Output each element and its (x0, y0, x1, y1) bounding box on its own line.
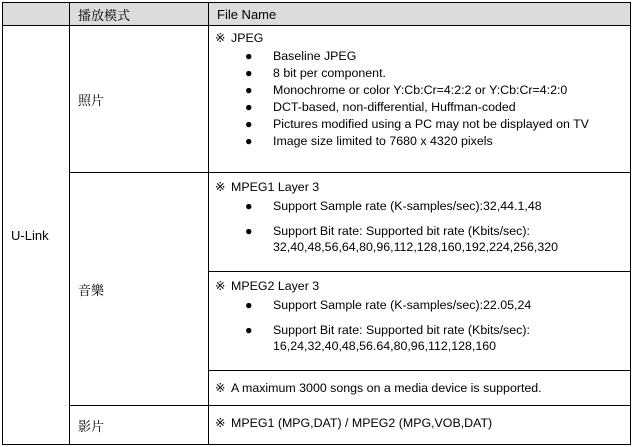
mpeg2-bit-rate: ● Support Bit rate: Supported bit rate (Kbits/sec): 16,24,32,40,48,56.64,80,96,112,128,160 (245, 323, 530, 353)
mpeg2-sample-rate: ● Support Sample rate (K-samples/sec):22.05,24 (245, 298, 532, 312)
music-mode-label: 音樂 (78, 282, 105, 298)
mpeg1-bit-rate: ● Support Bit rate: Supported bit rate (Kbits/sec): 32,40,48,56,64,80,96,112,128,160,192,224,256,320 (245, 224, 559, 254)
bullet-icon: ● (245, 298, 253, 312)
music-note: ※ A maximum 3000 songs on a media device is supported. (215, 381, 542, 395)
reference-mark-icon: ※ (215, 416, 226, 430)
reference-mark-icon: ※ (215, 180, 226, 194)
bullet-icon: ● (245, 100, 253, 114)
bullet-icon: ● (245, 134, 253, 148)
header-blank-cell (2, 2, 70, 26)
bullet-icon: ● (245, 323, 253, 337)
reference-mark-icon: ※ (215, 381, 226, 395)
bullet-icon: ● (245, 49, 253, 63)
bullet-icon: ● (245, 199, 253, 213)
photo-mode-cell (69, 25, 209, 173)
music-mode-cell (69, 172, 209, 406)
mpeg1-section-title: ※ MPEG1 Layer 3 (215, 180, 320, 194)
video-content-cell (208, 405, 631, 445)
photo-list-item: ● DCT-based, non-differential, Huffman-coded (245, 100, 516, 114)
music-note-cell (208, 370, 631, 406)
category-label: U-Link (11, 227, 49, 243)
photo-list-item: ● 8 bit per component. (245, 66, 386, 80)
bullet-icon: ● (245, 66, 253, 80)
reference-mark-icon: ※ (215, 279, 226, 293)
header-mode-label: 播放模式 (78, 7, 131, 23)
category-cell (2, 25, 70, 445)
bullet-icon: ● (245, 83, 253, 97)
bullet-icon: ● (245, 224, 253, 238)
photo-mode-label: 照片 (78, 92, 105, 108)
photo-list-item: ● Image size limited to 7680 x 4320 pixels (245, 134, 493, 148)
photo-content-cell (208, 25, 631, 173)
video-mode-cell (69, 405, 209, 445)
video-mode-label: 影片 (78, 418, 105, 434)
header-filename-column (208, 2, 631, 26)
photo-list-item: ● Pictures modified using a PC may not be displayed on TV (245, 117, 589, 131)
photo-list-item: ● Monochrome or color Y:Cb:Cr=4:2:2 or Y:Cb:Cr=4:2:0 (245, 83, 568, 97)
header-filename-label: File Name (217, 6, 277, 22)
mpeg1-content-cell (208, 172, 631, 272)
mpeg2-section-title: ※ MPEG2 Layer 3 (215, 279, 320, 293)
bullet-icon: ● (245, 117, 253, 131)
reference-mark-icon: ※ (215, 31, 226, 45)
header-mode-column (69, 2, 209, 26)
mpeg1-sample-rate: ● Support Sample rate (K-samples/sec):32,44.1,48 (245, 199, 542, 213)
photo-list-item: ● Baseline JPEG (245, 49, 357, 63)
photo-section-title: ※ JPEG (215, 31, 264, 45)
mpeg2-content-cell (208, 271, 631, 371)
video-formats: ※ MPEG1 (MPG,DAT) / MPEG2 (MPG,VOB,DAT) (215, 416, 493, 430)
